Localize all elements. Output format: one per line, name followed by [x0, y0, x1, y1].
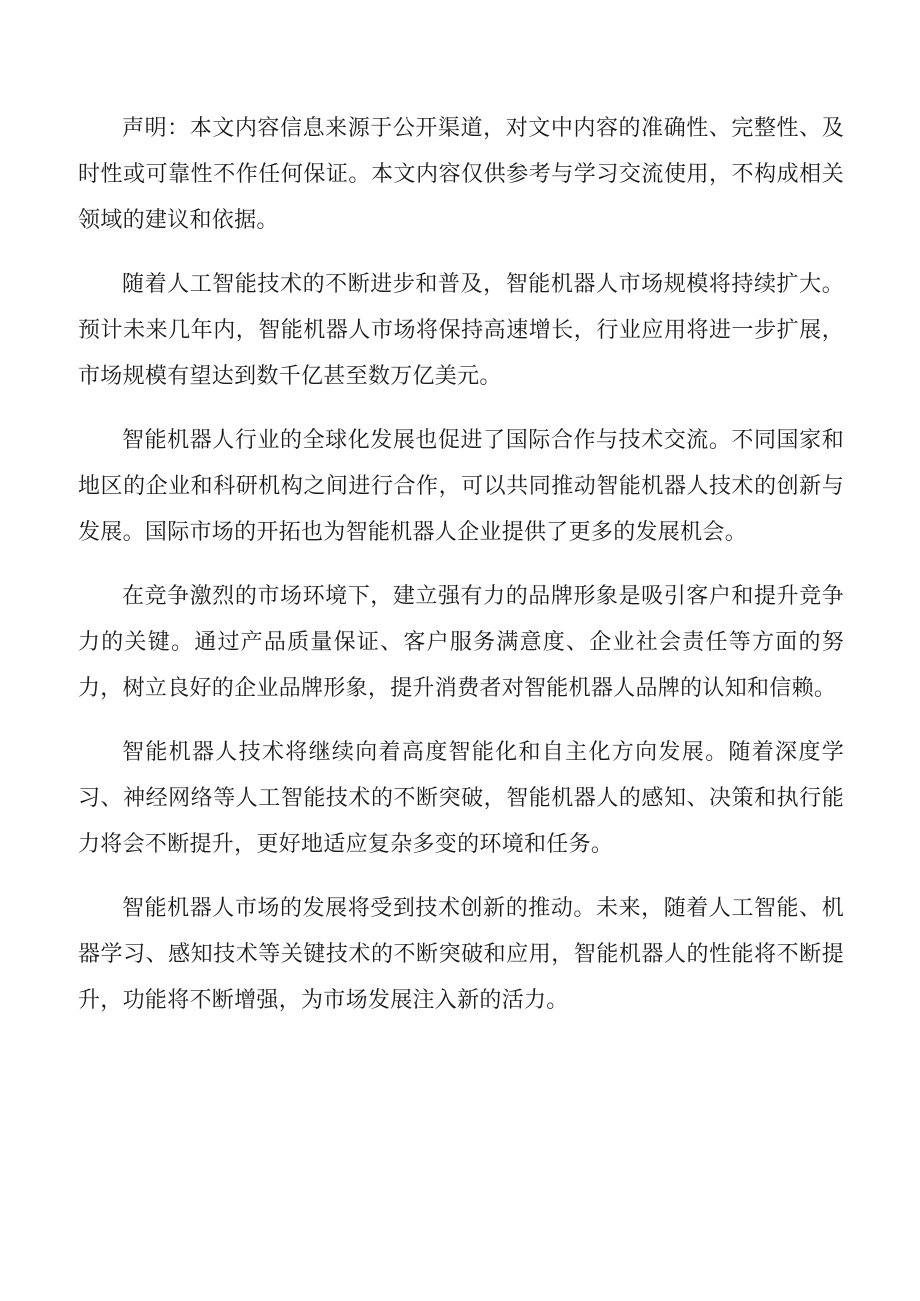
body-paragraph: 智能机器人技术将继续向着高度智能化和自主化方向发展。随着深度学习、神经网络等人工智能技术的不断突破，智能机器人的感知、决策和执行能力将会不断提升，更好地适应复杂多变的环境和任务。 [78, 740, 844, 857]
body-paragraph: 智能机器人市场的发展将受到技术创新的推动。未来，随着人工智能、机器学习、感知技术等关键技术的不断突破和应用，智能机器人的性能将不断提升，功能将不断增强，为市场发展注入新的活力。 [78, 896, 844, 1013]
body-paragraph: 随着人工智能技术的不断进步和普及，智能机器人市场规模将持续扩大。预计未来几年内，智能机器人市场将保持高速增长，行业应用将进一步扩展，市场规模有望达到数千亿甚至数万亿美元。 [78, 272, 844, 389]
body-paragraph: 在竞争激烈的市场环境下，建立强有力的品牌形象是吸引客户和提升竞争力的关键。通过产品质量保证、客户服务满意度、企业社会责任等方面的努力，树立良好的企业品牌形象，提升消费者对智能机器人品牌的认知和信赖。 [78, 584, 844, 701]
body-paragraph: 智能机器人行业的全球化发展也促进了国际合作与技术交流。不同国家和地区的企业和科研机构之间进行合作，可以共同推动智能机器人技术的创新与发展。国际市场的开拓也为智能机器人企业提供了更多的发展机会。 [78, 428, 844, 545]
document-body [78, 106, 844, 1042]
disclaimer-paragraph: 声明：本文内容信息来源于公开渠道，对文中内容的准确性、完整性、及时性或可靠性不作任何保证。本文内容仅供参考与学习交流使用，不构成相关领域的建议和依据。 [78, 116, 844, 233]
